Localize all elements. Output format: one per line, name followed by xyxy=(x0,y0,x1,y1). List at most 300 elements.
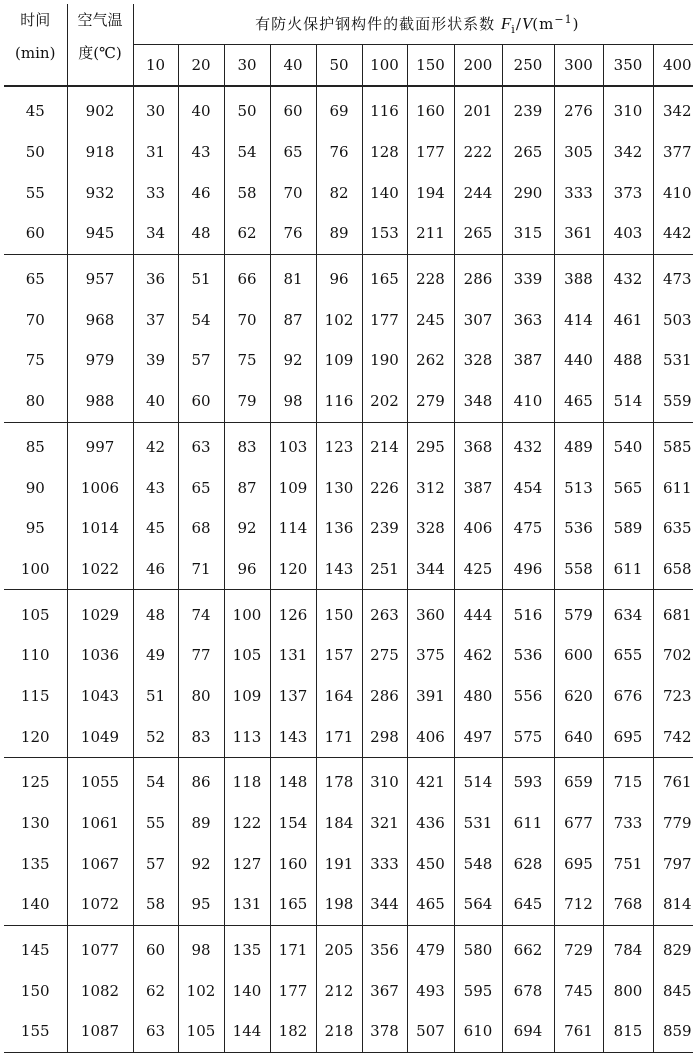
value-cell: 205 xyxy=(316,925,362,970)
header-temperature xyxy=(67,4,133,86)
value-cell: 48 xyxy=(133,590,178,635)
value-cell: 54 xyxy=(133,758,178,803)
value-cell: 432 xyxy=(603,254,653,299)
time-cell: 105 xyxy=(4,590,67,635)
value-cell: 212 xyxy=(316,970,362,1011)
value-cell: 378 xyxy=(362,1011,407,1052)
table-row xyxy=(4,467,693,508)
value-cell: 201 xyxy=(454,86,502,132)
value-cell: 102 xyxy=(316,299,362,340)
value-cell: 406 xyxy=(454,508,502,549)
value-cell: 127 xyxy=(224,843,270,884)
fire-protection-table xyxy=(4,4,693,1053)
time-cell: 90 xyxy=(4,467,67,508)
value-cell: 171 xyxy=(270,925,316,970)
time-cell: 50 xyxy=(4,132,67,173)
value-cell: 177 xyxy=(270,970,316,1011)
value-cell: 123 xyxy=(316,422,362,467)
value-cell: 556 xyxy=(502,676,554,717)
value-cell: 375 xyxy=(407,635,454,676)
table-row xyxy=(4,549,693,590)
value-cell: 290 xyxy=(502,172,554,213)
value-cell: 489 xyxy=(554,422,603,467)
temperature-cell: 1029 xyxy=(67,590,133,635)
value-cell: 116 xyxy=(316,381,362,422)
table-row xyxy=(4,340,693,381)
temperature-cell: 988 xyxy=(67,381,133,422)
value-cell: 742 xyxy=(653,716,693,757)
value-cell: 75 xyxy=(224,340,270,381)
formula-unit: (m xyxy=(532,14,555,33)
value-cell: 611 xyxy=(662,478,692,497)
value-cell: 410 xyxy=(502,381,554,422)
value-cell: 465 xyxy=(554,381,603,422)
value-cell: 595 xyxy=(454,970,502,1011)
value-cell: 564 xyxy=(454,884,502,925)
value-cell: 310 xyxy=(603,86,653,132)
value-cell: 143 xyxy=(316,549,362,590)
value-cell: 76 xyxy=(270,213,316,254)
temperature-cell: 1043 xyxy=(67,676,133,717)
value-cell: 103 xyxy=(270,422,316,467)
table-row xyxy=(4,843,693,884)
temperature-cell: 1022 xyxy=(67,549,133,590)
value-cell: 109 xyxy=(270,467,316,508)
value-cell: 565 xyxy=(603,467,653,508)
value-cell: 425 xyxy=(454,549,502,590)
value-cell: 202 xyxy=(362,381,407,422)
value-cell: 729 xyxy=(554,925,603,970)
value-cell: 218 xyxy=(316,1011,362,1052)
time-cell: 100 xyxy=(4,549,67,590)
value-cell: 421 xyxy=(407,758,454,803)
value-cell: 160 xyxy=(270,843,316,884)
time-cell: 120 xyxy=(4,716,67,757)
table-row xyxy=(4,213,693,254)
value-cell: 815 xyxy=(603,1011,653,1052)
value-cell: 69 xyxy=(316,86,362,132)
time-cell: 55 xyxy=(4,172,67,213)
value-cell: 733 xyxy=(603,803,653,844)
value-cell: 677 xyxy=(554,803,603,844)
value-cell: 177 xyxy=(362,299,407,340)
value-cell: 251 xyxy=(362,549,407,590)
value-cell: 154 xyxy=(270,803,316,844)
value-cell: 70 xyxy=(224,299,270,340)
temperature-cell: 932 xyxy=(67,172,133,213)
value-cell: 98 xyxy=(178,925,224,970)
value-cell: 611 xyxy=(502,803,554,844)
value-cell: 89 xyxy=(178,803,224,844)
value-cell: 388 xyxy=(554,254,603,299)
value-cell: 342 xyxy=(662,102,692,121)
value-cell: 87 xyxy=(224,467,270,508)
value-cell: 55 xyxy=(133,803,178,844)
value-cell: 694 xyxy=(502,1011,554,1052)
value-cell: 143 xyxy=(270,716,316,757)
header-temp-line1: 空气温 xyxy=(77,11,123,29)
formula-slash: / xyxy=(515,14,522,33)
value-cell: 387 xyxy=(454,467,502,508)
value-cell: 245 xyxy=(407,299,454,340)
column-header: 400 xyxy=(653,45,693,87)
value-cell: 315 xyxy=(502,213,554,254)
value-cell: 440 xyxy=(554,340,603,381)
temperature-cell: 1072 xyxy=(67,884,133,925)
value-cell: 46 xyxy=(133,549,178,590)
value-cell: 391 xyxy=(407,676,454,717)
value-cell: 198 xyxy=(316,884,362,925)
value-cell: 37 xyxy=(133,299,178,340)
value-cell: 126 xyxy=(270,590,316,635)
table-row xyxy=(4,172,693,213)
value-cell: 310 xyxy=(362,758,407,803)
value-cell: 333 xyxy=(554,172,603,213)
value-cell: 403 xyxy=(603,213,653,254)
value-cell: 751 xyxy=(603,843,653,884)
value-cell: 63 xyxy=(178,422,224,467)
time-cell: 135 xyxy=(4,843,67,884)
value-cell: 118 xyxy=(224,758,270,803)
value-cell: 829 xyxy=(662,941,692,960)
value-cell: 339 xyxy=(502,254,554,299)
value-cell: 536 xyxy=(502,635,554,676)
value-cell: 715 xyxy=(603,758,653,803)
value-cell: 74 xyxy=(178,590,224,635)
value-cell: 51 xyxy=(178,254,224,299)
value-cell: 82 xyxy=(316,172,362,213)
value-cell: 265 xyxy=(502,132,554,173)
value-cell: 68 xyxy=(178,508,224,549)
value-cell: 83 xyxy=(224,422,270,467)
value-cell: 600 xyxy=(554,635,603,676)
value-cell: 58 xyxy=(133,884,178,925)
time-cell: 85 xyxy=(4,422,67,467)
value-cell: 178 xyxy=(316,758,362,803)
value-cell: 620 xyxy=(554,676,603,717)
value-cell: 160 xyxy=(407,86,454,132)
value-cell: 144 xyxy=(224,1011,270,1052)
value-cell: 182 xyxy=(270,1011,316,1052)
value-cell: 645 xyxy=(502,884,554,925)
value-cell: 432 xyxy=(502,422,554,467)
value-cell: 276 xyxy=(554,86,603,132)
value-cell: 105 xyxy=(178,1011,224,1052)
time-cell: 145 xyxy=(4,925,67,970)
value-cell: 503 xyxy=(662,310,692,329)
formula-sub-i: i xyxy=(511,22,516,36)
value-cell: 461 xyxy=(603,299,653,340)
table-row xyxy=(4,299,693,340)
value-cell: 66 xyxy=(224,254,270,299)
temperature-cell: 1014 xyxy=(67,508,133,549)
time-cell: 60 xyxy=(4,213,67,254)
column-header: 10 xyxy=(133,45,178,87)
value-cell: 465 xyxy=(407,884,454,925)
value-cell: 628 xyxy=(502,843,554,884)
value-cell: 140 xyxy=(362,172,407,213)
value-cell: 46 xyxy=(178,172,224,213)
value-cell: 57 xyxy=(133,843,178,884)
value-cell: 414 xyxy=(554,299,603,340)
table-row xyxy=(4,86,693,132)
value-cell: 49 xyxy=(133,635,178,676)
value-cell: 655 xyxy=(603,635,653,676)
value-cell: 184 xyxy=(316,803,362,844)
value-cell: 262 xyxy=(407,340,454,381)
value-cell: 361 xyxy=(554,213,603,254)
value-cell: 328 xyxy=(454,340,502,381)
time-cell: 150 xyxy=(4,970,67,1011)
value-cell: 239 xyxy=(362,508,407,549)
value-cell: 43 xyxy=(133,467,178,508)
value-cell: 761 xyxy=(662,773,692,792)
value-cell: 658 xyxy=(653,549,693,590)
value-cell: 92 xyxy=(224,508,270,549)
value-cell: 96 xyxy=(316,254,362,299)
temperature-cell: 918 xyxy=(67,132,133,173)
column-header: 100 xyxy=(362,45,407,87)
value-cell: 348 xyxy=(454,381,502,422)
value-cell: 96 xyxy=(224,549,270,590)
value-cell: 286 xyxy=(454,254,502,299)
value-cell: 109 xyxy=(224,676,270,717)
value-cell: 797 xyxy=(662,854,692,873)
value-cell: 635 xyxy=(662,519,692,538)
value-cell: 662 xyxy=(502,925,554,970)
value-cell: 131 xyxy=(224,884,270,925)
table-row xyxy=(4,422,693,467)
header-section-factor xyxy=(133,4,693,45)
value-cell: 768 xyxy=(603,884,653,925)
value-cell: 65 xyxy=(270,132,316,173)
value-cell: 95 xyxy=(178,884,224,925)
temperature-cell: 957 xyxy=(67,254,133,299)
value-cell: 514 xyxy=(603,381,653,422)
value-cell: 712 xyxy=(554,884,603,925)
value-cell: 279 xyxy=(407,381,454,422)
table-row xyxy=(4,884,693,925)
value-cell: 128 xyxy=(362,132,407,173)
value-cell: 222 xyxy=(454,132,502,173)
value-cell: 57 xyxy=(178,340,224,381)
value-cell: 52 xyxy=(133,716,178,757)
temperature-cell: 1055 xyxy=(67,758,133,803)
value-cell: 559 xyxy=(653,381,693,422)
value-cell: 113 xyxy=(224,716,270,757)
value-cell: 558 xyxy=(554,549,603,590)
value-cell: 579 xyxy=(554,590,603,635)
value-cell: 589 xyxy=(603,508,653,549)
value-cell: 377 xyxy=(662,143,692,162)
time-cell: 130 xyxy=(4,803,67,844)
value-cell: 312 xyxy=(407,467,454,508)
column-header: 200 xyxy=(454,45,502,87)
temperature-cell: 1061 xyxy=(67,803,133,844)
value-cell: 62 xyxy=(133,970,178,1011)
temperature-cell: 1067 xyxy=(67,843,133,884)
value-cell: 70 xyxy=(270,172,316,213)
value-cell: 295 xyxy=(407,422,454,467)
value-cell: 165 xyxy=(362,254,407,299)
value-cell: 54 xyxy=(178,299,224,340)
table-row xyxy=(4,254,693,299)
value-cell: 54 xyxy=(224,132,270,173)
value-cell: 321 xyxy=(362,803,407,844)
value-cell: 48 xyxy=(178,213,224,254)
temperature-cell: 1087 xyxy=(67,1011,133,1052)
value-cell: 98 xyxy=(270,381,316,422)
value-cell: 363 xyxy=(502,299,554,340)
value-cell: 462 xyxy=(454,635,502,676)
temperature-cell: 902 xyxy=(67,86,133,132)
value-cell: 531 xyxy=(454,803,502,844)
value-cell: 514 xyxy=(454,758,502,803)
value-cell: 86 xyxy=(178,758,224,803)
header-temp-line2: 度(℃) xyxy=(78,44,122,62)
value-cell: 116 xyxy=(362,86,407,132)
value-cell: 83 xyxy=(178,716,224,757)
value-cell: 373 xyxy=(603,172,653,213)
value-cell: 356 xyxy=(362,925,407,970)
column-header: 30 xyxy=(224,45,270,87)
value-cell: 120 xyxy=(270,549,316,590)
value-cell: 536 xyxy=(554,508,603,549)
table-row xyxy=(4,716,693,757)
value-cell: 62 xyxy=(224,213,270,254)
value-cell: 42 xyxy=(133,422,178,467)
value-cell: 191 xyxy=(316,843,362,884)
value-cell: 575 xyxy=(502,716,554,757)
table-row xyxy=(4,1011,693,1052)
temperature-cell: 1036 xyxy=(67,635,133,676)
value-cell: 265 xyxy=(454,213,502,254)
temperature-cell: 1077 xyxy=(67,925,133,970)
value-cell: 36 xyxy=(133,254,178,299)
time-cell: 140 xyxy=(4,884,67,925)
value-cell: 454 xyxy=(502,467,554,508)
value-cell: 493 xyxy=(407,970,454,1011)
value-cell: 659 xyxy=(554,758,603,803)
column-header: 40 xyxy=(270,45,316,87)
value-cell: 92 xyxy=(178,843,224,884)
value-cell: 79 xyxy=(224,381,270,422)
value-cell: 531 xyxy=(662,351,692,370)
column-header: 300 xyxy=(554,45,603,87)
value-cell: 136 xyxy=(316,508,362,549)
time-cell: 45 xyxy=(4,86,67,132)
table-row xyxy=(4,758,693,803)
value-cell: 239 xyxy=(502,86,554,132)
value-cell: 244 xyxy=(454,172,502,213)
temperature-cell: 1006 xyxy=(67,467,133,508)
column-header: 20 xyxy=(178,45,224,87)
value-cell: 164 xyxy=(316,676,362,717)
value-cell: 342 xyxy=(603,132,653,173)
value-cell: 548 xyxy=(454,843,502,884)
value-cell: 80 xyxy=(178,676,224,717)
value-cell: 540 xyxy=(603,422,653,467)
value-cell: 745 xyxy=(554,970,603,1011)
time-cell: 95 xyxy=(4,508,67,549)
value-cell: 410 xyxy=(662,183,692,202)
value-cell: 171 xyxy=(316,716,362,757)
value-cell: 473 xyxy=(662,270,692,289)
value-cell: 681 xyxy=(662,605,692,624)
formula-f: F xyxy=(500,13,512,33)
value-cell: 65 xyxy=(178,467,224,508)
value-cell: 444 xyxy=(454,590,502,635)
time-cell: 65 xyxy=(4,254,67,299)
value-cell: 761 xyxy=(554,1011,603,1052)
header-time-line2: (min) xyxy=(15,44,56,62)
value-cell: 40 xyxy=(133,381,178,422)
value-cell: 695 xyxy=(554,843,603,884)
table-row xyxy=(4,676,693,717)
value-cell: 100 xyxy=(224,590,270,635)
value-cell: 676 xyxy=(603,676,653,717)
value-cell: 130 xyxy=(316,467,362,508)
value-cell: 497 xyxy=(454,716,502,757)
formula-close: ) xyxy=(572,14,580,33)
table-row xyxy=(4,970,693,1011)
table-row xyxy=(4,508,693,549)
value-cell: 87 xyxy=(270,299,316,340)
value-cell: 634 xyxy=(603,590,653,635)
value-cell: 640 xyxy=(554,716,603,757)
time-cell: 115 xyxy=(4,676,67,717)
value-cell: 165 xyxy=(270,884,316,925)
value-cell: 286 xyxy=(362,676,407,717)
value-cell: 507 xyxy=(407,1011,454,1052)
value-cell: 387 xyxy=(502,340,554,381)
formula-exponent: −1 xyxy=(554,12,573,26)
value-cell: 228 xyxy=(407,254,454,299)
value-cell: 63 xyxy=(133,1011,178,1052)
value-cell: 153 xyxy=(362,213,407,254)
value-cell: 479 xyxy=(407,925,454,970)
column-header: 350 xyxy=(603,45,653,87)
value-cell: 800 xyxy=(603,970,653,1011)
value-cell: 580 xyxy=(454,925,502,970)
header-section-factor-text: 有防火保护钢构件的截面形状系数 xyxy=(255,14,501,33)
value-cell: 194 xyxy=(407,172,454,213)
table-row xyxy=(4,132,693,173)
value-cell: 137 xyxy=(270,676,316,717)
value-cell: 488 xyxy=(603,340,653,381)
value-cell: 150 xyxy=(316,590,362,635)
value-cell: 333 xyxy=(362,843,407,884)
value-cell: 859 xyxy=(653,1011,693,1052)
value-cell: 610 xyxy=(454,1011,502,1052)
value-cell: 211 xyxy=(407,213,454,254)
value-cell: 140 xyxy=(224,970,270,1011)
value-cell: 39 xyxy=(133,340,178,381)
time-cell: 125 xyxy=(4,758,67,803)
value-cell: 105 xyxy=(224,635,270,676)
temperature-cell: 997 xyxy=(67,422,133,467)
column-header: 50 xyxy=(316,45,362,87)
value-cell: 436 xyxy=(407,803,454,844)
value-cell: 89 xyxy=(316,213,362,254)
table-row xyxy=(4,590,693,635)
value-cell: 275 xyxy=(362,635,407,676)
value-cell: 50 xyxy=(224,86,270,132)
value-cell: 34 xyxy=(133,213,178,254)
value-cell: 695 xyxy=(603,716,653,757)
temperature-cell: 968 xyxy=(67,299,133,340)
value-cell: 40 xyxy=(178,86,224,132)
